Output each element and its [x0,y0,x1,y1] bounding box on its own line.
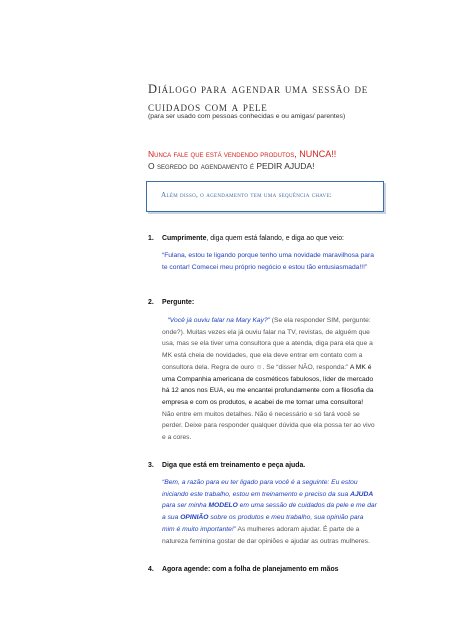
step-1-text: “Fulana, estou te ligando porque tenho uma novidade maravilhosa para te contar! Comecei meu próprio negócio e estou tão entusiasmada!!!” [162,252,374,271]
step-number: 1. [148,235,154,242]
step-3-text [162,477,377,547]
step-heading-bold: Diga que está em treinamento e peça ajuda. [162,462,306,469]
step-2-text [162,315,377,444]
step-heading-bold: Cumprimente [162,235,207,242]
step-2-heading [148,299,194,306]
step-heading-bold: Agora agende: com a folha de planejamento em mãos [162,566,339,573]
page-subtitle: (para ser usado com pessoas conhecidas e ou amigas/ parentes) [148,113,346,120]
page-title: Diálogo para agendar uma sessão de cuidados com a pele [148,82,369,114]
step-2-advice: Não entre em muitos detalhes. Não é necessário e só fará você se perder. Deixe para responder qualquer dúvida que ela possa ter ao vivo e a cores. [162,410,375,442]
step-2-question: “Você já ouviu falar na Mary Kay?” [167,317,270,324]
step-3-heading [148,462,305,469]
step-4-heading [148,566,339,573]
warning-red-big: , NUNCA!! [294,149,337,159]
step-number: 3. [148,462,154,469]
step-3-script-a: “Bem, a razão para eu ter ligado para você é a seguinte: Eu estou iniciando este trabalho, estou em treinamento e preciso da sua [162,479,358,498]
step-3-script-g: sobre os produtos e meu trabalho, sua opinião para mim é muito importante!” [162,514,364,533]
warning-line-2 [148,160,336,172]
step-2-explanation: (Se ela responder SIM, pergunte: onde?). Muitas vezes ela já ouviu falar na TV, revistas, de alguém que usa, mas se ela tiver uma consultora que a atenda, diga para ela que a MK está cheia de novidades, que ela deve entrar em contato com a consultora dela. Regra de ouro ☺. Se “disser NÃO, responda:” [162,317,373,371]
warning-line-1 [148,148,336,160]
warning-secret-small: O segredo do agendamento é [148,161,257,171]
step-3-script-c: para ser minha [162,502,209,510]
key-sequence-box [146,181,384,212]
step-heading-bold: Pergunte [162,299,192,306]
warning-red-small: Nunca fale que está vendendo produtos [148,149,295,159]
key-sequence-text: Além disso, o agendamento tem uma sequência chave: [161,191,333,199]
step-1-heading [148,235,344,242]
step-3-ajuda: AJUDA [350,490,374,498]
step-heading-rest: , diga quem está falando, e diga ao que veio: [206,235,344,242]
step-heading-rest: : [191,299,195,306]
step-2-response: A MK é uma Companhia americana de cosméticos fabulosos, líder de mercado há 12 anos nos EUA, eu me encantei profundamente com a filosofia da empresa e com os produtos, e acabei de me tornar uma consultora! [162,363,374,406]
step-number: 2. [148,299,154,306]
step-3-script-e: em uma sessão de cuidados da pele e me dar a sua [162,502,377,522]
step-3-modelo: MODELO [208,502,238,510]
step-3-note: As mulheres adoram ajudar. É parte de a natureza feminina gostar de dar opiniões e ajudar as outras mulheres. [162,525,370,545]
warning-text [148,148,336,172]
step-number: 4. [148,566,154,573]
warning-secret-big: PEDIR AJUDA! [256,161,315,171]
step-3-opiniao: OPINIÃO [180,514,209,522]
